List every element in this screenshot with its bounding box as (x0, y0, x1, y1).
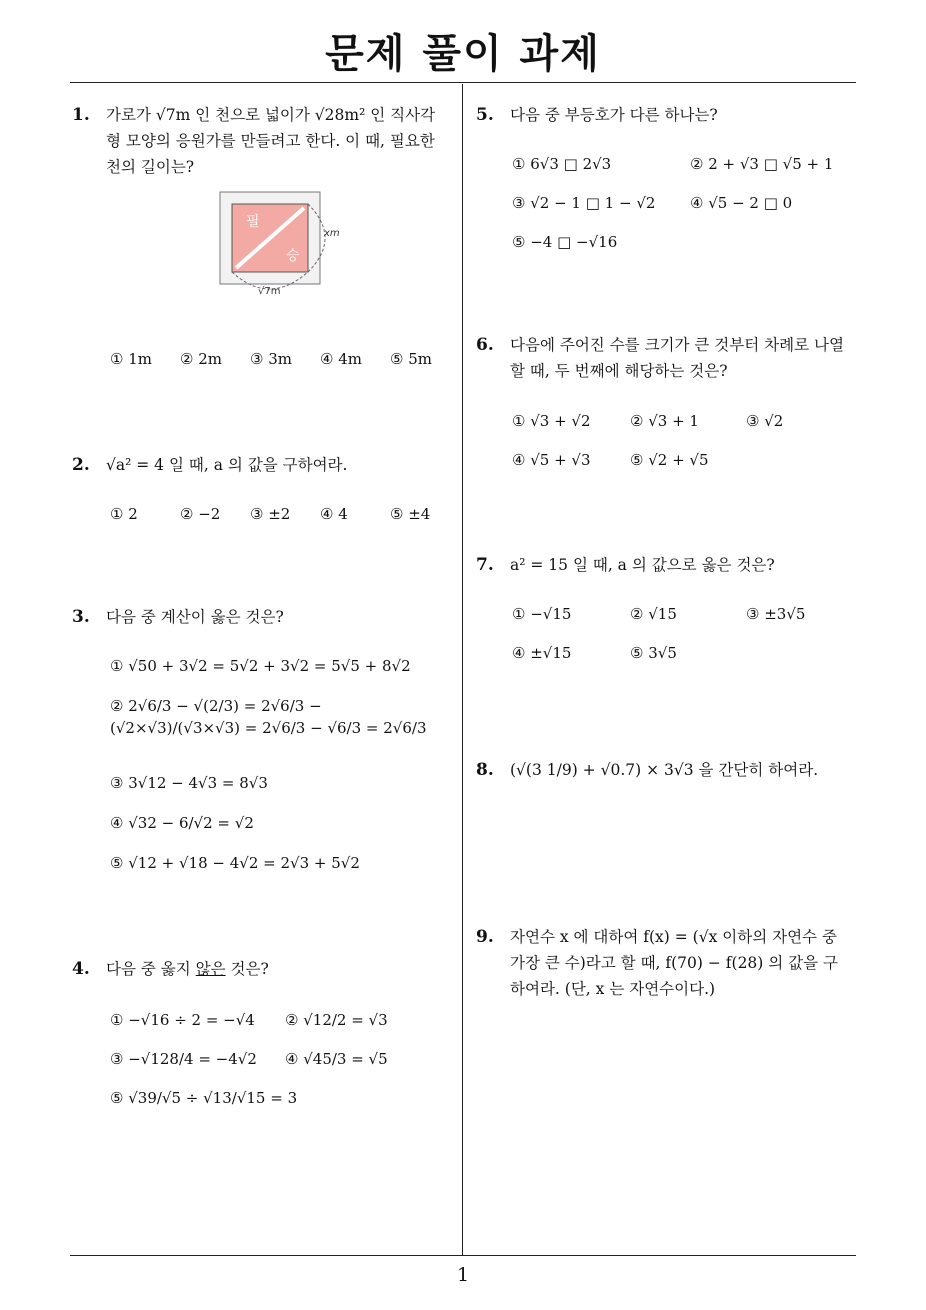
question-5 (476, 102, 858, 128)
q2-option-3[interactable]: ③ ±2 (250, 505, 291, 523)
question-7 (476, 552, 858, 578)
question-8 (476, 757, 858, 783)
q3-option-5[interactable]: ⑤ √12 + √18 − 4√2 = 2√3 + 5√2 (110, 854, 360, 872)
q4-option-4[interactable]: ④ √45/3 = √5 (285, 1050, 388, 1068)
q7-option-1[interactable]: ① −√15 (512, 605, 572, 623)
q2-option-1[interactable]: ① 2 (110, 505, 138, 523)
question-9 (476, 924, 846, 1002)
q1-option-2[interactable]: ② 2m (180, 350, 222, 368)
q7-option-4[interactable]: ④ ±√15 (512, 644, 572, 662)
q2-option-4[interactable]: ④ 4 (320, 505, 348, 523)
q3-option-3[interactable]: ③ 3√12 − 4√3 = 8√3 (110, 774, 268, 792)
column-divider (462, 84, 463, 1255)
q1-option-5[interactable]: ⑤ 5m (390, 350, 432, 368)
question-3 (72, 604, 444, 630)
q6-option-5[interactable]: ⑤ √2 + √5 (630, 451, 709, 469)
q7-option-5[interactable]: ⑤ 3√5 (630, 644, 677, 662)
question-text: 다음 중 부등호가 다른 하나는? (510, 106, 718, 124)
q4-option-5[interactable]: ⑤ √39/√5 ÷ √13/√15 = 3 (110, 1089, 298, 1107)
q6-option-1[interactable]: ① √3 + √2 (512, 412, 591, 430)
q5-option-4[interactable]: ④ √5 − 2 □ 0 (690, 194, 793, 212)
q5-option-5[interactable]: ⑤ −4 □ −√16 (512, 233, 618, 251)
question-text: 다음 중 계산이 옳은 것은? (106, 608, 284, 626)
q2-option-5[interactable]: ⑤ ±4 (390, 505, 431, 523)
question-number: 5. (476, 105, 494, 125)
flag-figure (214, 186, 344, 298)
q4-option-1[interactable]: ① −√16 ÷ 2 = −√4 (110, 1011, 255, 1029)
q5-option-2[interactable]: ② 2 + √3 □ √5 + 1 (690, 155, 834, 173)
question-text: (√(3 1/9) + √0.7) × 3√3 을 간단히 하여라. (510, 761, 819, 779)
page-number: 1 (456, 1264, 470, 1286)
q3-option-1[interactable]: ① √50 + 3√2 = 5√2 + 3√2 = 5√5 + 8√2 (110, 657, 411, 675)
q4-option-2[interactable]: ② √12/2 = √3 (285, 1011, 388, 1029)
question-2 (72, 452, 444, 478)
q6-option-2[interactable]: ② √3 + 1 (630, 412, 699, 430)
q1-option-3[interactable]: ③ 3m (250, 350, 292, 368)
q2-option-2[interactable]: ② −2 (180, 505, 221, 523)
question-number: 1. (72, 105, 90, 125)
flag-char-top: 필 (246, 214, 260, 230)
q7-option-3[interactable]: ③ ±3√5 (746, 605, 806, 623)
top-rule (70, 82, 856, 83)
question-4 (72, 956, 444, 982)
question-6 (476, 332, 858, 384)
flag-char-bottom: 승 (286, 248, 300, 264)
question-text: 다음에 주어진 수를 크기가 큰 것부터 차례로 나열할 때, 두 번째에 해당하는 것은? (510, 336, 844, 380)
question-text: 가로가 √7m 인 천으로 넓이가 √28m² 인 직사각형 모양의 응원가를 만들려고 한다. 이 때, 필요한 천의 길이는? (106, 106, 436, 176)
question-number: 4. (72, 959, 90, 979)
q5-option-3[interactable]: ③ √2 − 1 □ 1 − √2 (512, 194, 656, 212)
question-number: 9. (476, 927, 494, 947)
q3-option-4[interactable]: ④ √32 − 6/√2 = √2 (110, 814, 254, 832)
underlined-word: 않은 (195, 960, 226, 978)
question-number: 6. (476, 335, 494, 355)
question-text: a² = 15 일 때, a 의 값으로 옳은 것은? (510, 556, 775, 574)
question-text: √a² = 4 일 때, a 의 값을 구하여라. (106, 456, 348, 474)
q4-option-3[interactable]: ③ −√128/4 = −4√2 (110, 1050, 257, 1068)
question-number: 2. (72, 455, 90, 475)
q7-option-2[interactable]: ② √15 (630, 605, 677, 623)
bottom-rule (70, 1255, 856, 1256)
q6-option-3[interactable]: ③ √2 (746, 412, 784, 430)
question-text (106, 956, 444, 982)
q3-option-2[interactable]: ② 2√6/3 − √(2/3) = 2√6/3 − (√2×√3)/(√3×√3) = 2√6/3 − √6/3 = 2√6/3 (110, 697, 427, 737)
question-number: 7. (476, 555, 494, 575)
question-1 (72, 102, 444, 180)
q1-option-4[interactable]: ④ 4m (320, 350, 362, 368)
text-part: 다음 중 옳지 (106, 960, 196, 978)
bottom-label: √7m (258, 286, 281, 297)
text-part: 것은? (225, 960, 269, 978)
q5-option-1[interactable]: ① 6√3 □ 2√3 (512, 155, 612, 173)
side-label: xm (324, 228, 340, 239)
question-text: 자연수 x 에 대하여 f(x) = (√x 이하의 자연수 중 가장 큰 수)라고 할 때, f(70) − f(28) 의 값을 구하여라. (단, x 는 자연수이다.) (510, 928, 839, 998)
q6-option-4[interactable]: ④ √5 + √3 (512, 451, 591, 469)
question-number: 3. (72, 607, 90, 627)
q1-option-1[interactable]: ① 1m (110, 350, 152, 368)
question-number: 8. (476, 760, 494, 780)
page-title: 문제 풀이 과제 (325, 31, 601, 77)
